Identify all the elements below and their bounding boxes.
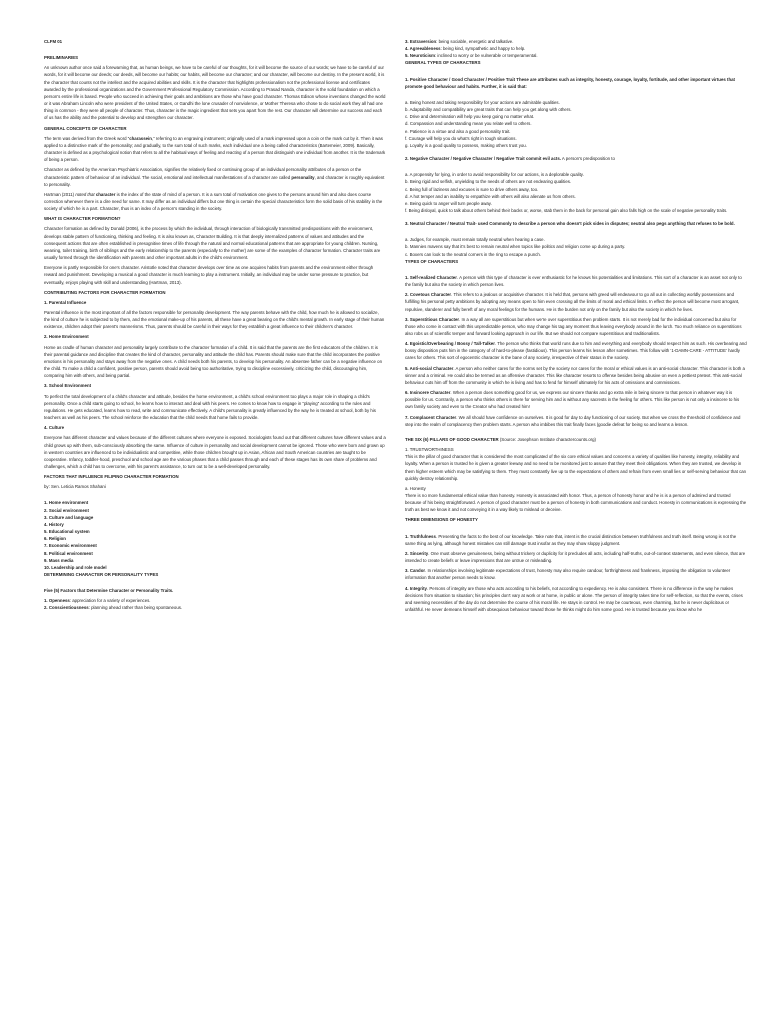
determining-item bbox=[405, 52, 747, 59]
term: 1. Truthfulness bbox=[405, 533, 436, 539]
list-item: f. Being disloyal, quick to talk about others behind their backs or, worse, stab them in the back for personal gain also falls high on the scale of negative personality traits. bbox=[405, 207, 728, 213]
list-item: e. Patience is a virtue and also a good personality trait. bbox=[405, 128, 511, 134]
formation-p1: Character formation as defined by Donald (2006), is the process by which the individual, through interaction of biologically transmitted predispositions with the environment, develops stable pattern of functioning, thinking and feeling. It is also known as, Character Building. It is that deeply internalized patterns of values and attitudes and the consequent actions that are often established in presognitive times of life through the natural and normal educational patterns that are appropriate for young children. Nursing, weaning, toilet training, birth of siblings and the early relationship to the parents (especially to the mother) are some of the examples of character formation. Character traits are usually formed through the identification with parents and other important adults in the child's environment. bbox=[44, 226, 381, 261]
term: 5. Anti-social Character bbox=[405, 365, 454, 371]
term: 2. Covetous Character bbox=[405, 292, 452, 298]
determining-item bbox=[405, 38, 747, 45]
list-item: a. Judges, for example, must remain totally neutral when hearing a case. bbox=[405, 237, 545, 243]
character-type-item bbox=[405, 274, 747, 288]
definition: : appreciation for a variety of experiences. bbox=[69, 598, 151, 604]
text-run: Hartman (2011) bbox=[44, 191, 76, 197]
contributing-item-title: 3. School Environment bbox=[44, 383, 92, 389]
character-type-item bbox=[405, 340, 747, 361]
list-item: 8. Political environment bbox=[44, 550, 93, 556]
contributing-heading: CONTRIBUTING FACTORS FOR CHARACTER FORMATION bbox=[44, 289, 166, 295]
contributing-item-title: 2. Home Environment bbox=[44, 334, 89, 340]
term-personality: personality bbox=[291, 174, 315, 180]
doc-code: CLFM 01 bbox=[44, 39, 63, 44]
term: 5. Neuroticism bbox=[405, 53, 435, 59]
term: 7. Complacent Character bbox=[405, 414, 457, 420]
list-item: 6. Religion bbox=[44, 536, 66, 542]
term: 3. Candor bbox=[405, 568, 426, 574]
list-item: 3. Culture and language bbox=[44, 514, 94, 520]
term: 1. Self-realized Character bbox=[405, 274, 457, 280]
list-item: 7. Economic environment bbox=[44, 543, 97, 549]
definition: : inclined to worry or be vulnerable or temperamental. bbox=[434, 53, 538, 59]
definition: . In relationships involving legitimate expectations of trust, honesty may also require candour, forthrightness and frankness, imposing the obligation to volunteer information that another person needs to know. bbox=[405, 568, 731, 581]
list-item: 5. Educational system bbox=[44, 529, 90, 535]
definition: . In a way all are superstitious but when we're over superstitious then problem starts. It is not merely bad for the individual concerned but also for those who come in contact with this unpredictable person, who may change his tag any moment thus leaving everybody around in the lurch. Too much reliance on superstitions also robs us of scientific temper and forward looking approach in our life. But we should not compare superstitious and traditionalists. bbox=[405, 316, 742, 336]
general-concepts-heading: GENERAL CONCEPTS OF CHARACTER bbox=[44, 125, 127, 131]
honesty-text: There is no more fundamental ethical value than honesty. Honesty is associated with honor. Thus, a person of honesty honor and he is is a person of admired and trusted because of his being straightforward. A person of good character must be a person of honesty in both communications and conduct. Honesty in communications is expressing the truth as best we know it and not conveying it in a way likely to mislead or deceive. bbox=[405, 492, 747, 513]
definition: . We all should have confidence on ourselves. It is good for day to day functioning of our society. But when we cross the threshold of confidence and step into the realm of complacency then problem starts. A person who imbibes this trait finally faces (goodie defeat for being so and learns a lesson. bbox=[405, 414, 741, 427]
types-of-characters-heading: TYPES OF CHARACTERS bbox=[405, 258, 459, 264]
general-concepts-p1 bbox=[44, 135, 386, 164]
definition: . This refers to a jealous or acquisitive character. It is held that, persons with greed will endeavour to go all out in collecting worldly possessions and fulfilling his personal petty ambitions by adopting any means open to him even crossing all the limits of moral and ethical limits. In effect the person will become most arrogant, repulsive, slanderer and fully bereft of any moral feelings for the humans. He is the burden not only on the family but also the society in which he lives. bbox=[405, 292, 740, 312]
determining-item bbox=[44, 597, 386, 604]
list-item: b. Being rigid and selfish, unyielding to the needs of others are not endearing qualities. bbox=[405, 179, 572, 185]
pillars-heading-line bbox=[405, 436, 747, 443]
definition: : being kind, sympathetic and happy to help. bbox=[440, 46, 526, 52]
definition: . Persons of integrity are those who acts according to his beliefs, not according to expediency. He is also consistent. There is no difference in the way he makes decisions from situation to situation; his principles don't vary at work or at home, in public or alone. The person of integrity takes time for self-reflection, so that the events, crises and seeming necessities of the day do not determine the course of his moral life. He stays in control. He may be courteous, even charming, but he is never duplicitous or unfaithful. He never demeans himself with obsequious behaviour toward those he thinks might do him some good. He is trusted because you know who he bbox=[405, 585, 743, 612]
positive-character-lead: 1. Positive Character / Good Character / Positive Trait These are attributes such as integrity, honesty, courage, loyalty, fortitude, and other important virtues that promote good behaviour and habits. Further, it is said that: bbox=[405, 76, 735, 89]
formation-p2: Everyone is partly responsible for one's character. Aristotle noted that character develops over time as one acquires habits from parents and the environment either through reward and punishment. Developing a musical a good character is much learning to play a instrument. Initially, an individual may be under some pressure to practice, but eventually, enjoys playing with skill and understanding (Hartman, 2013). bbox=[44, 265, 374, 285]
list-item: 9. Mass media bbox=[44, 557, 74, 563]
determining-item bbox=[405, 45, 747, 52]
list-item: g. Loyalty is a good quality to possess, making others trust you. bbox=[405, 142, 527, 148]
text-run: ,” referring to an engraving instrument; originally used of a mark impressed upon a coin or the mark cut by it. Then it was applied to a distinctive mark of the personality; and gradually, to the sum total of such marks, each individual one a being called characteristics (Bartemeier, 2009). Basically, character is defined as a psychological notion that refers to all the habitual ways of feeling and reacting of a person that distinguish one individual from another. It is the trademark of being a person. bbox=[44, 135, 386, 163]
contributing-item-text: Parental influence is the most important of all the factors responsible for personality development. The way parents behave with the child, how much he is allowed to socialize, the kind of culture he is subjected to by them, and the emotional make-up of his parents, all these have a great bearing on the child's mental growth. In early stage of their human existence, children adopt their parent's mannerisms. Thus, parents should be careful in their ways for they establish a great influence to their children's character. bbox=[44, 310, 385, 330]
preliminaries-text: An unknown author once said a forewarning that, as human beings, we have to be careful of our thoughts, for it will become the source of our words; we have to be careful of our words, for it will become our deeds; our deeds, will become our habits; our habits, will become our character; and our character, will become our destiny. In the present world, it is the character that counts not the intellect and the acquired abilities and skills. It is the character that highlights professionalism not the professional license and certificates awarded by the professional organizations and the Government Professional Regulatory Commission. According to Prasad Nanda, character is the solid foundation on which a person's entire life is based. People who succeed in achieving their goals and ambitions are those who have good character. Thomas Edison whose inventions changed the world or it was Abraham Lincoln who were president of the United States, or Gandhi the lone crusader of nonviolence, or Mother Theresa who chose to do social work they all had one thing in common - they were all people of character. Thus, character is the magic ingredient that sets you apart from the rest. Our character will determine our success and each of us has the ability and the potential to develop and strengthen our character. bbox=[44, 65, 386, 121]
contributing-item-text: Home as cradle of human character and personality largely contribute to the character formation of a child. It is said that the parents are the first educators of the children. It is their parental guidance and discipline that creates the kind of character, personality and attitude the child has. Parents should make sure that the child incorporates the positive emotions in his personality and stays away from the negative ones. A child needs both his parents, to develop his personality. An absentee father can be a negative influence on the child. To make a child a confident, positive person, parents should avoid being too authoritative, trying to discipline excessively, criticizing the child, discouraging him, comparing him with others, and being partial. bbox=[44, 344, 382, 379]
list-item: f. Courage will help you do what's right in tough situations. bbox=[405, 135, 517, 141]
character-type-item bbox=[405, 414, 747, 428]
list-item: d. A hot temper and an inability to empathize with others will also alienate us from others. bbox=[405, 193, 576, 199]
text-run: The term was derived from the Greek word “ bbox=[44, 135, 130, 141]
term: 6. Insincere Character bbox=[405, 390, 451, 396]
three-dimensions-heading: THREE DIMENSIONS OF HONESTY bbox=[405, 517, 478, 523]
text-run: Character as defined by the American Psychiatric Association, signifies the relatively fixed or continuing group of an individual personality attributes of a person or the characteristic pattern of behaviour of an individual. The social, emotional and intellectual manifestations of a character are called bbox=[44, 167, 362, 180]
pillar-trustworthiness: 1. TRUSTWORTHINESS bbox=[405, 447, 454, 453]
list-item: b. Mannies mavens say that it's best to remain neutral when topics like politics and religion come up during a party. bbox=[405, 244, 626, 250]
term-character: character bbox=[94, 191, 116, 197]
left-column bbox=[44, 38, 386, 612]
list-item: a. A propensity for lying, in order to avoid responsibility for our actions, is a deplorable quality. bbox=[405, 172, 584, 178]
list-item: c. Drive and determination will help you keep going no matter what. bbox=[405, 114, 535, 120]
contributing-item-text: To perfect the total development of a child's character and attitude, besides the home environment, a child's school environment too plays a major role in shaping a child's personality. Once a child starts going to school, he learns how to interact and deal with his peers. He comes to know how to engage in “playing” according to the rules and regulations. He gets educated, learns how to read, write and communicate effectively. A child's personality is greatly influenced by the way he is treated at school, both by his teachers as well as his peers. The school reinforce the education that the child needs that home fails to provide. bbox=[44, 393, 376, 421]
definition: . A person who neither cares for the norms set by the society nor cares for the moral or ethical values is an anti-social character. This character is both a sinner and a criminal. He could also be termed as an offensive character. This like character resorts to offense besides being abusive on even a pettiest pretext. This anti-social behaviour cuts him off from the community in which he is living and has to fend for himself ultimately for his acts of omissions and commissions. bbox=[405, 365, 745, 385]
what-is-formation-heading: WHAT IS CHARACTER FORMATION? bbox=[44, 216, 121, 222]
term-charassein: charassein bbox=[129, 135, 152, 141]
definition: : planning ahead rather than being spontaneous. bbox=[88, 605, 183, 611]
text-run: 2. Negative Character / Negative Character / Negative Trait commit evil acts. bbox=[405, 156, 561, 162]
term: 1. Openness bbox=[44, 598, 70, 604]
contributing-item-text: Everyone has different character and values because of the different cultures where everyone is exposed. Sociologists found out that different cultures have different values and a child grows up with them, sub-consciously absorbing the same. Influence of culture in personality and social development cannot be ignored. Those who were born and grown up in western countries are influenced to be individualistic and competitive, while those children brought up in Asian, African and South American countries are taught to be cooperative. Infancy, toddler-hood, preschool and school age are the various phases that a child passes through and each of these stages has its own share of problems and challenges, which a child has to overcome, with his parent's assistance, to turn out to be a well-developed personality. bbox=[44, 435, 386, 469]
list-item: 10. Leadership and role model bbox=[44, 564, 107, 570]
definition: . One must observe genuineness, being without trickery or duplicity for it precludes all acts, including half-truths, out-of-context statements, and even silence, that are intended to create beliefs or leave impressions that are untrue or misleading. bbox=[405, 550, 746, 564]
term: 3. Superstitious Character bbox=[405, 316, 460, 322]
text-run: is the index of the state of mind of a person. It is a sum total of motivation one gives to the persons around him and also does course correction whenever there is a dire need for same. It may differ as an individual differs but one thing is certain the special characteristics form the solid basis of his stability in the society of which he is a part. Character, thus is an index of a person's standing in the society. bbox=[44, 191, 383, 212]
contributing-item-title: 4. Culture bbox=[44, 425, 65, 431]
dimension-item bbox=[405, 550, 747, 564]
definition: . A person with this type of character is ever enthusiastic for he knows his potentialities and limitations. This sort of a character is an asset not only to the family but also the society in which person lives. bbox=[405, 274, 742, 288]
honesty-label: a. Honesty bbox=[405, 485, 426, 491]
character-type-item bbox=[405, 389, 747, 410]
contributing-item-title: 1. Parental Influence bbox=[44, 299, 87, 305]
pillars-heading: THE SIX (6) PILLARS OF GOOD CHARACTER bbox=[405, 436, 499, 442]
list-item: 1. Home environment bbox=[44, 500, 89, 506]
term: 3. Extraversion bbox=[405, 39, 437, 44]
list-item: 2. Social environment bbox=[44, 507, 89, 513]
term: 4. Agreeableness bbox=[405, 46, 441, 52]
definition: : being sociable, energetic and talkative. bbox=[436, 39, 514, 44]
filipino-factors-byline: by: Sen. Leticia Ramos Shahani bbox=[44, 484, 106, 490]
text-run: , and character is roughly equivalent to personality. bbox=[44, 174, 385, 187]
dimension-item bbox=[405, 567, 747, 581]
negative-list bbox=[405, 171, 747, 214]
text-run: noted that bbox=[75, 191, 95, 197]
definition: . Presenting the facts to the best of our knowledge. Take note that, intent is the crucial distinction between truthfulness and truth itself. Being wrong is not the same thing as lying, although honest mistakes can still damage trust insofar as they may show sloppy judgment. bbox=[405, 533, 737, 546]
determining-lead: Five (5) Factors that Determine Character or Personality Traits. bbox=[44, 588, 174, 594]
list-item: e. Being quick to anger will turn people away. bbox=[405, 200, 492, 206]
determining-heading: DETERMINING CHARACTER OR PERSONALITY TYPES bbox=[44, 572, 159, 577]
character-type-item bbox=[405, 291, 747, 312]
list-item: 4. History bbox=[44, 521, 64, 527]
list-item: c. Being full of laziness and excuses is sure to drive others away, too. bbox=[405, 186, 539, 192]
list-item: d. Compassion and understanding mean you relate well to others. bbox=[405, 121, 532, 127]
general-types-heading: GENERAL TYPES OF CHARACTERS bbox=[405, 60, 481, 66]
list-item: b. Adaptability and compatibility are great traits that can help you get along with others. bbox=[405, 107, 572, 113]
character-type-item bbox=[405, 316, 747, 337]
filipino-factors-list bbox=[44, 499, 386, 571]
pillars-source: (Source: Josephson Institute characterсounts.org) bbox=[498, 436, 596, 442]
general-concepts-p2 bbox=[44, 166, 386, 187]
right-column bbox=[405, 38, 747, 616]
term: 2. Conscientiousness bbox=[44, 605, 89, 611]
preliminaries-heading: PRELIMINARIES bbox=[44, 55, 79, 61]
term: 4. Egoistic/Overbearing / Bossy / Tall-Talker bbox=[405, 341, 495, 347]
dimension-item bbox=[405, 533, 747, 547]
term: 2. Sincerity bbox=[405, 550, 429, 556]
determining-item bbox=[44, 604, 386, 611]
definition: . When a person does something good for us, we express our sincere thanks and go extra mile in being sincere to that person in whatever way it is possible for us. Contrarily, a person who thinks others is there for serving him and is without any sacrests in the feeling for others. This like person is not only a insincere to his own family society and even to the Creator who had created him! bbox=[405, 390, 740, 410]
negative-character-lead bbox=[405, 155, 747, 162]
character-type-item bbox=[405, 365, 747, 386]
text-run: A person's predisposition to bbox=[560, 156, 615, 162]
list-item: c. Boxers can look to the neutral corners in the ring to escape a punch. bbox=[405, 251, 541, 257]
dimension-item bbox=[405, 585, 747, 614]
positive-list bbox=[405, 99, 747, 149]
term: 4. Integrity bbox=[405, 585, 427, 591]
neutral-character-lead: 3. Neutral Character / Neutral Trait- used Commonly to describe a person who doesn't pick sides in disputes; neutral also pegs anything that refuses to be bold. bbox=[405, 221, 735, 227]
neutral-list bbox=[405, 236, 747, 257]
filipino-factors-heading: FACTORS THAT INFLUENCE FILIPINO CHARACTER FORMATION bbox=[44, 474, 179, 480]
list-item: a. Being honest and taking responsibility for your actions are admirable qualities. bbox=[405, 99, 560, 105]
definition: . The person who thinks that world runs due to him and everything and everybody should respect him as such. His overbearing and bossy disposition puts him in the category of of hard-to-please (fastidious). This person learns his lesson after sometimes. This follow with ‘1-DAMN-CARE - ATTITUDE' hardly cares for others. This sort of egocentric character is the bane of any society, irrespective of their status in the society. bbox=[405, 341, 747, 361]
general-concepts-p3 bbox=[44, 191, 386, 212]
trustworthiness-text: This is the pillar of good character that is considered the most complicated of the six core ethical values and concerns a variety of qualities like honesty, integrity, reliability and loyalty. When a person is trusted he is given a greater leeway and no need to be monitored just to assure that they meet their obligations. When they are trusted, we develop in them higher esteem which may be satisfying to them. They must constantly live up to the expectations of others and refrain from even small lies or self-serving behaviour that can quickly destroy relationship. bbox=[405, 454, 747, 481]
